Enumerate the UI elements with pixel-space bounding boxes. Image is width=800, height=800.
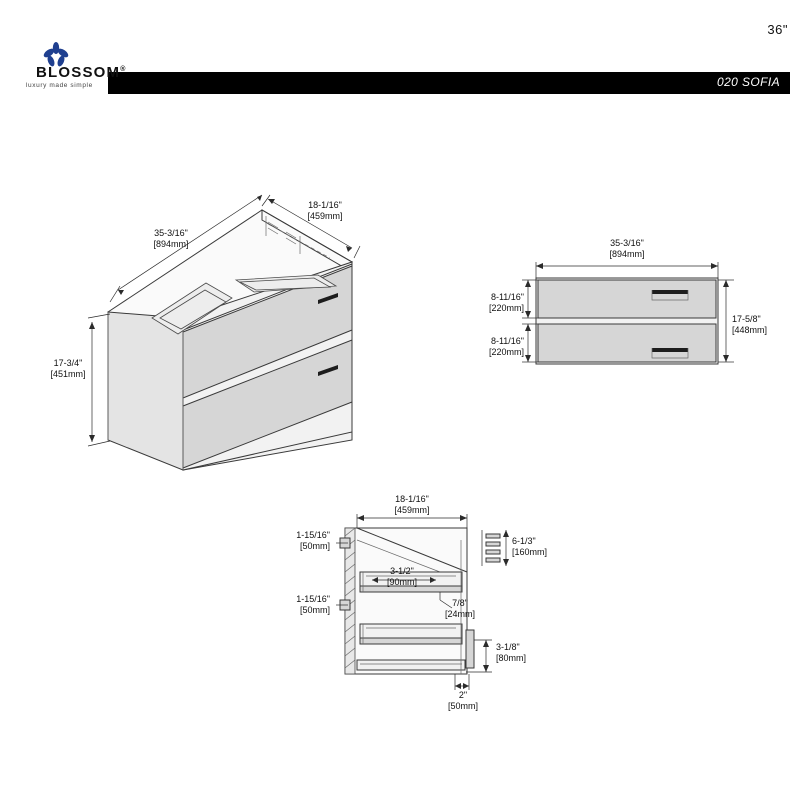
dim-section-inset-metric: [90mm] (386, 577, 417, 587)
dim-section-depth-imperial: 18-1/16" (395, 494, 429, 504)
dim-iso-width-imperial: 35-3/16" (154, 228, 188, 238)
dim-front-drawer-top-imperial: 8-11/16" (490, 292, 524, 302)
dim-section-upper-right-metric: [160mm] (512, 547, 548, 557)
dim-front-width-imperial: 35-3/16" (610, 238, 644, 248)
dim-iso-depth-metric: [459mm] (307, 211, 343, 221)
dim-section-inset-imperial: 3-1/2" (390, 566, 414, 576)
dim-section-depth-metric: [459mm] (394, 505, 430, 515)
dim-iso-height-metric: [451mm] (50, 369, 86, 379)
dim-front-drawer-bottom-metric: [220mm] (488, 347, 524, 357)
brand-tagline: luxury made simple (26, 82, 93, 89)
dim-section-lower-right-imperial: 3-1/8" (496, 642, 520, 652)
dim-section-slide-metric: [24mm] (444, 609, 475, 619)
dim-section-base (432, 690, 494, 712)
dim-section-slide (432, 598, 488, 620)
dim-section-depth (366, 494, 458, 516)
model-label: 020 SOFIA (717, 75, 780, 89)
dim-front-total-height-metric: [448mm] (732, 325, 768, 335)
dim-front-drawer-bottom-imperial: 8-11/16" (490, 336, 524, 346)
dim-iso-height-imperial: 17-3/4" (53, 358, 83, 368)
dim-iso-height (38, 358, 98, 380)
dim-section-upper-right (512, 536, 578, 558)
dim-section-inset (362, 566, 442, 588)
dim-section-bottom-offset-metric: [50mm] (299, 605, 330, 615)
dim-section-lower-right (496, 642, 560, 664)
dim-iso-depth-imperial: 18-1/16" (308, 200, 342, 210)
dim-section-base-imperial: 2" (458, 690, 468, 700)
dim-iso-depth (280, 200, 370, 222)
dim-section-lower-right-metric: [80mm] (496, 653, 527, 663)
dim-section-bottom-offset-imperial: 1-15/16" (296, 594, 330, 604)
dim-section-slide-imperial: 7/8" (452, 598, 468, 608)
dim-front-width (582, 238, 672, 260)
sheet-size-label: 36" (767, 22, 788, 37)
dim-front-drawer-top (466, 292, 524, 314)
dim-section-top-offset-imperial: 1-15/16" (296, 530, 330, 540)
registered-mark: ® (120, 66, 127, 73)
dim-section-bottom-offset (268, 594, 330, 616)
dim-front-total-height (732, 314, 794, 336)
dim-front-drawer-bottom (466, 336, 524, 358)
dim-section-top-offset (268, 530, 330, 552)
dim-front-total-height-imperial: 17-5/8" (732, 314, 761, 324)
dim-section-base-metric: [50mm] (447, 701, 478, 711)
front-elevation-view (522, 262, 734, 364)
dim-section-top-offset-metric: [50mm] (299, 541, 330, 551)
dim-iso-width-metric: [894mm] (153, 239, 189, 249)
dim-front-drawer-top-metric: [220mm] (488, 303, 524, 313)
brand-name-text: BLOSSOM (36, 64, 121, 81)
dim-section-upper-right-imperial: 6-1/3" (512, 536, 536, 546)
dim-iso-width (126, 228, 216, 250)
dim-front-width-metric: [894mm] (609, 249, 645, 259)
